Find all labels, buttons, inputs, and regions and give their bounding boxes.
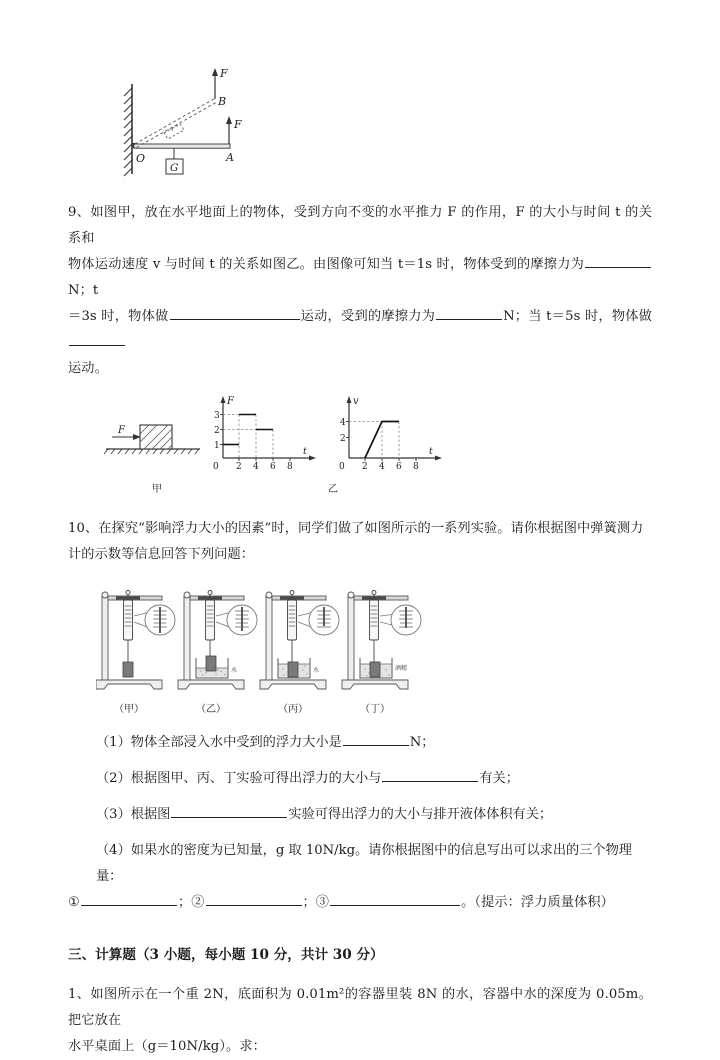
liquid-label-4: 酒精	[395, 665, 408, 672]
buoyancy-setup-1	[96, 591, 175, 690]
q10-item4-marker-1: ①	[68, 895, 80, 910]
question-10-item-1	[68, 730, 652, 756]
label-weight: G	[170, 162, 179, 174]
q10-blank-4b[interactable]	[206, 891, 302, 906]
svg-text:2: 2	[340, 434, 346, 444]
svg-text:4: 4	[253, 462, 259, 472]
q9-line2-text-a: 物体运动速度 v 与时间 t 的关系如图乙。由图像可知当 t＝1s 时，物体受到的摩擦力为	[68, 257, 584, 272]
question-10-item-4: （4）如果水的密度为已知量，g 取 10N/kg。请你根据图中的信息写出可以求出的三个物理量：	[96, 843, 632, 884]
svg-text:1: 1	[214, 441, 220, 451]
page-content	[68, 62, 652, 1060]
buoyancy-setup-3	[260, 591, 339, 690]
svg-text:8: 8	[287, 462, 293, 472]
q9-blank-3[interactable]	[436, 305, 502, 320]
liquid-label-2: 水	[231, 667, 238, 674]
caption-setup-3: （丙）	[278, 704, 308, 715]
q9-blank-4[interactable]	[69, 331, 125, 346]
caption-jia: 甲	[152, 484, 162, 495]
question-10-item-3	[68, 802, 652, 828]
q10-item2-text-b: 有关；	[479, 771, 519, 786]
caption-setup-2: （乙）	[196, 704, 226, 715]
label-point-a: A	[226, 151, 234, 164]
svg-text:2: 2	[214, 426, 220, 436]
q10-blank-4a[interactable]	[81, 891, 177, 906]
svg-text:0: 0	[339, 462, 345, 472]
section-3-q1-line1: 1、如图所示在一个重 2N，底面积为 0.01m²的容器里装 8N 的水，容器中水的深度为 0.05m。把它放在	[68, 987, 652, 1028]
q10-item4-marker-2: ；②	[177, 895, 205, 910]
force-time-graph	[213, 396, 316, 472]
svg-text:v: v	[353, 396, 359, 407]
q9-line2-text-b: N；t	[68, 283, 99, 298]
svg-text:2: 2	[236, 462, 242, 472]
svg-text:F: F	[227, 396, 234, 407]
sub-figure-block	[104, 425, 200, 454]
svg-text:t: t	[303, 446, 307, 457]
q10-item3-text-a: （3）根据图	[96, 807, 171, 822]
q9-blank-2[interactable]	[170, 305, 300, 320]
question-9-line2	[68, 252, 652, 304]
svg-text:2: 2	[362, 462, 368, 472]
q10-item1-text-b: N；	[409, 735, 435, 750]
q10-item1-text-a: （1）物体全部浸入水中受到的浮力大小是	[96, 735, 342, 750]
question-10-item-2	[68, 766, 652, 792]
section-3-q1-line2: 水平桌面上（g＝10N/kg）。求：	[68, 1039, 266, 1054]
caption-setup-4: （丁）	[360, 704, 390, 715]
lever-force-diagram	[88, 62, 652, 182]
q10-item2-text-a: （2）根据图甲、丙、丁实验可得出浮力的大小与	[96, 771, 382, 786]
q10-blank-4c[interactable]	[330, 891, 460, 906]
svg-text:t: t	[429, 446, 433, 457]
q9-line3-text-b: 运动，受到的摩擦力为	[300, 309, 436, 324]
label-point-o: O	[136, 152, 146, 165]
q10-item4-marker-3: ；③	[302, 895, 330, 910]
label-force-top: F	[220, 67, 228, 80]
figure-q10-buoyancy	[96, 582, 652, 716]
q10-blank-1[interactable]	[343, 731, 409, 746]
svg-text:4: 4	[379, 462, 385, 472]
section-3-heading: 三、计算题（3 小题，每小题 10 分，共计 30 分）	[68, 947, 384, 963]
question-10-line2: 计的示数等信息回答下列问题：	[68, 547, 255, 562]
q9-blank-1[interactable]	[585, 253, 651, 268]
q10-blank-3[interactable]	[171, 803, 287, 818]
q9-line3-text-a: ＝3s 时，物体做	[68, 309, 169, 324]
caption-setup-1: （甲）	[114, 704, 144, 715]
svg-text:3: 3	[214, 411, 220, 421]
svg-text:8: 8	[413, 462, 419, 472]
q10-item3-text-b: 实验可得出浮力的大小与排开液体体积有关；	[288, 807, 553, 822]
question-9-line3	[68, 304, 652, 356]
svg-text:4: 4	[340, 418, 346, 428]
question-9-line1: 9、如图甲，放在水平地面上的物体，受到方向不变的水平推力 F 的作用，F 的大小与时间 t 的关系和	[68, 205, 652, 246]
caption-yi: 乙	[328, 484, 338, 495]
velocity-time-graph	[339, 396, 442, 472]
svg-text:0: 0	[213, 462, 219, 472]
figure-q9-graphs	[96, 392, 652, 494]
label-point-b: B	[218, 95, 227, 108]
buoyancy-setup-4	[342, 591, 421, 690]
label-force-right: F	[234, 118, 242, 131]
liquid-label-3: 水	[313, 667, 320, 674]
q10-item4-tail: 。（提示：浮力质量体积）	[461, 895, 614, 910]
label-block-force: F	[118, 425, 125, 436]
svg-text:6: 6	[396, 462, 402, 472]
question-10-item-4-blanks	[68, 890, 652, 916]
q10-blank-2[interactable]	[382, 767, 478, 782]
buoyancy-setup-2	[178, 591, 257, 690]
question-10-line1: 10、在探究“影响浮力大小的因素”时，同学们做了如图所示的一系列实验。请你根据图中弹簧测力	[68, 521, 644, 536]
svg-text:6: 6	[270, 462, 276, 472]
question-9-line4: 运动。	[68, 361, 108, 376]
q9-line3-text-c: N；当 t＝5s 时，物体做	[503, 309, 653, 324]
